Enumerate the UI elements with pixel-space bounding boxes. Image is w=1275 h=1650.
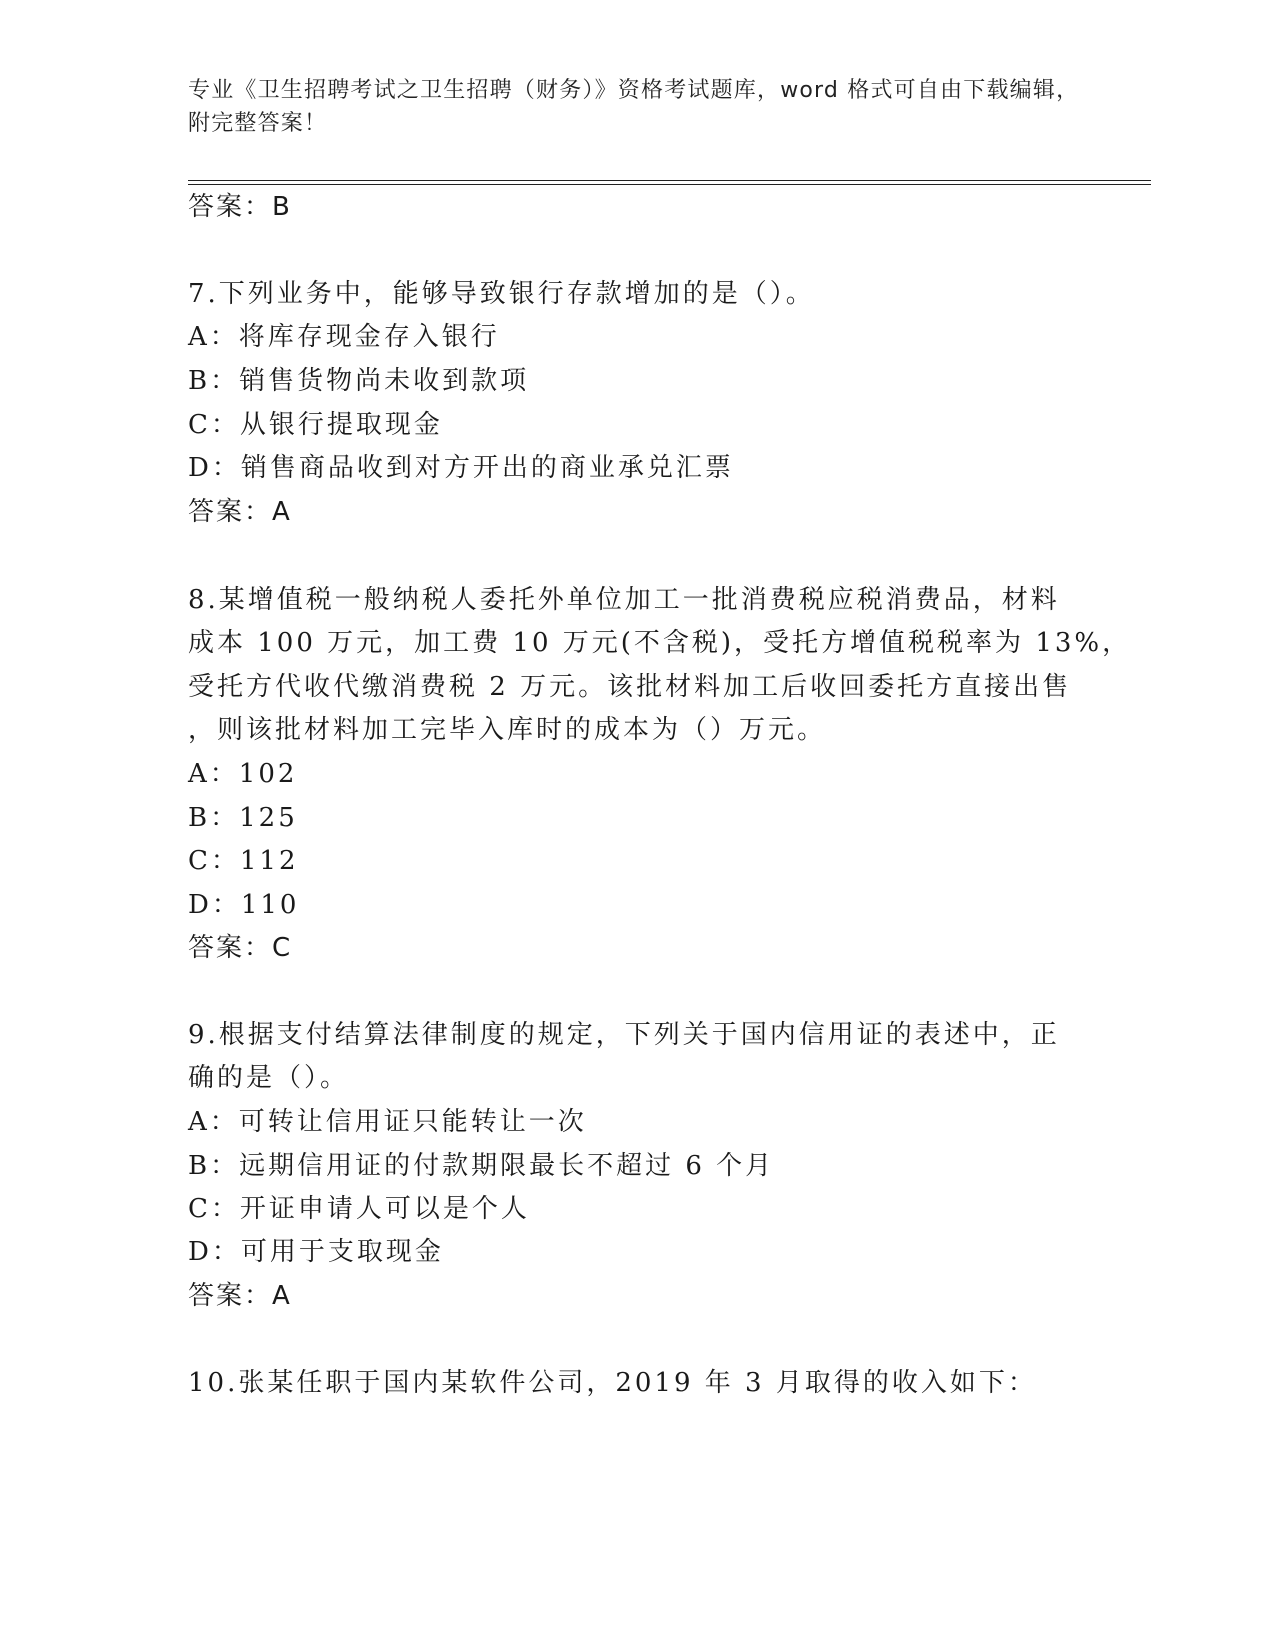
- question-9-option-d: D：可用于支取现金: [188, 1237, 444, 1267]
- question-7-answer: 答案：A: [188, 497, 292, 527]
- header-divider-bottom: [188, 184, 1151, 185]
- question-8-text-line-4: ，则该批材料加工完毕入库时的成本为（）万元。: [188, 715, 827, 745]
- question-9-answer: 答案：A: [188, 1281, 292, 1311]
- question-7-text: 7.下列业务中，能够导致银行存款增加的是（）。: [188, 279, 815, 309]
- question-8-option-c: C：112: [188, 846, 299, 876]
- question-9-text-line-2: 确的是（）。: [188, 1063, 350, 1093]
- previous-answer: 答案：B: [188, 192, 292, 222]
- question-8-text-line-1: 8.某增值税一般纳税人委托外单位加工一批消费税应税消费品，材料: [188, 585, 1060, 615]
- question-8-text-line-2: 成本 100 万元，加工费 10 万元(不含税)，受托方增值税税率为 13%，: [188, 628, 1132, 658]
- question-8-answer: 答案：C: [188, 933, 293, 963]
- question-9-option-b: B：远期信用证的付款期限最长不超过 6 个月: [188, 1151, 775, 1181]
- question-7-option-c: C：从银行提取现金: [188, 410, 443, 440]
- question-7-option-b: B：销售货物尚未收到款项: [188, 366, 530, 396]
- question-9-option-c: C：开证申请人可以是个人: [188, 1194, 530, 1224]
- header-divider-top: [188, 180, 1151, 181]
- question-8-text-line-3: 受托方代收代缴消费税 2 万元。该批材料加工后收回委托方直接出售: [188, 672, 1072, 702]
- question-9-text-line-1: 9.根据支付结算法律制度的规定，下列关于国内信用证的表述中，正: [188, 1020, 1060, 1050]
- question-8-option-d: D：110: [188, 890, 300, 920]
- question-8-option-a: A：102: [188, 759, 298, 789]
- document-header: 专业《卫生招聘考试之卫生招聘（财务）》资格考试题库，word 格式可自由下载编辑，附完整答案！: [188, 78, 1080, 136]
- question-7-option-a: A：将库存现金存入银行: [188, 322, 500, 352]
- question-7-option-d: D：销售商品收到对方开出的商业承兑汇票: [188, 453, 734, 483]
- question-8-option-b: B：125: [188, 803, 298, 833]
- question-10-text: 10.张某任职于国内某软件公司，2019 年 3 月取得的收入如下：: [188, 1368, 1037, 1398]
- question-9-option-a: A：可转让信用证只能转让一次: [188, 1107, 587, 1137]
